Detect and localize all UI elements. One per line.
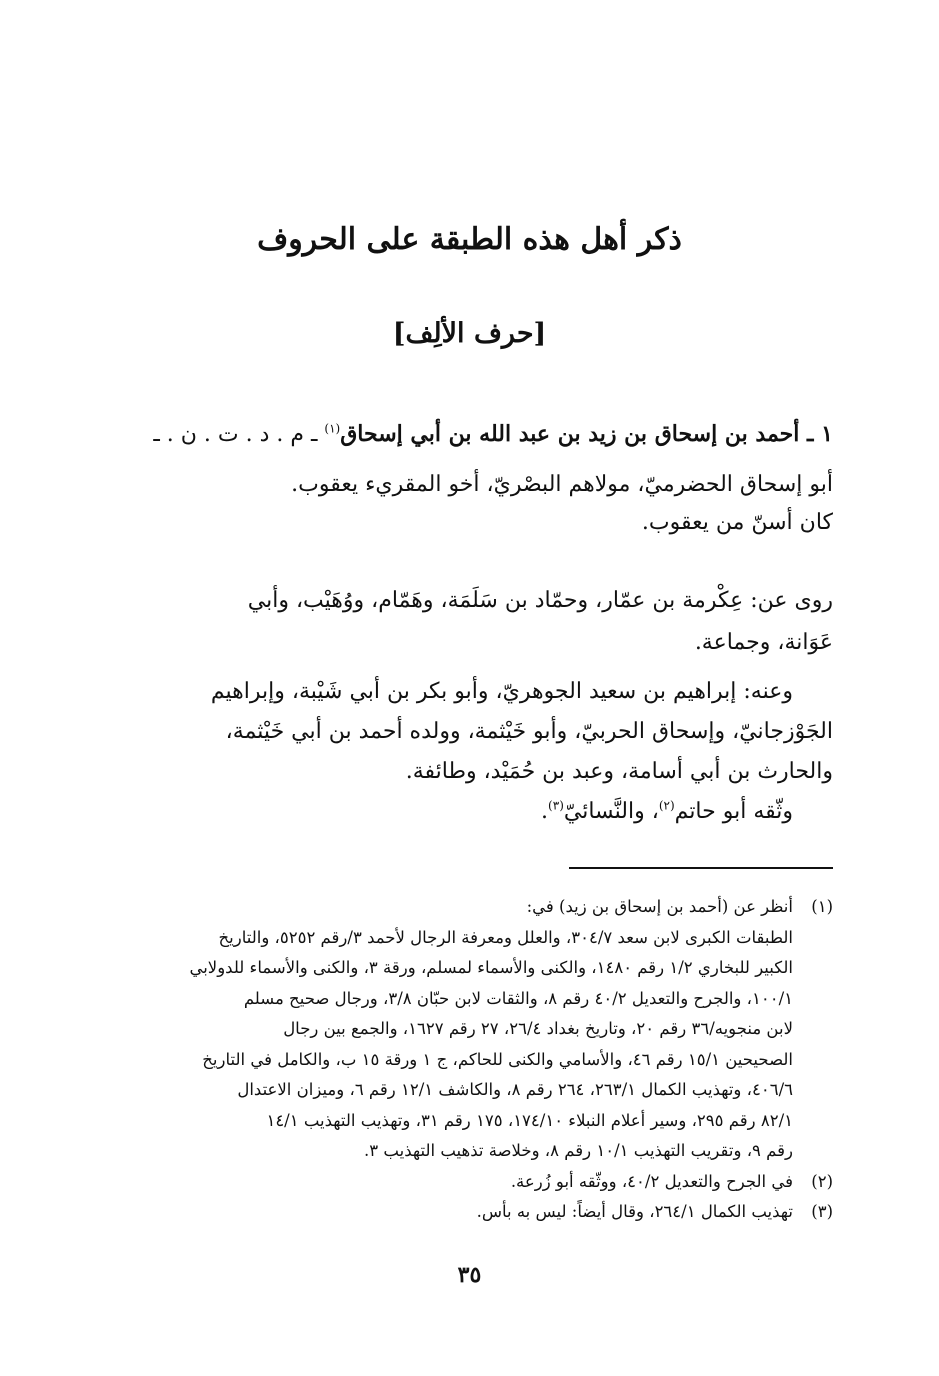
paragraph-line: روى عن: عِكْرمة بن عمّار، وحمّاد بن سَلَمَة، وهَمّام، ووُهَيْب، وأبي <box>247 588 833 613</box>
tawthiq-text: . <box>541 799 549 824</box>
footnote-line: في الجرح والتعديل ٤٠/٢، ووثّقه أبو زُرعة. <box>510 1171 793 1191</box>
footnote-1 <box>103 892 833 1167</box>
footnote-body <box>103 1197 793 1228</box>
paragraph-line: وعنه: إبراهيم بن سعيد الجوهريّ، وأبو بكر بن أبي شَيْبة، وإبراهيم <box>210 679 793 704</box>
footnote-line: الطبقات الكبرى لابن سعد ٣٠٤/٧، والعلل ومعرفة الرجال لأحمد ٣/رقم ٥٢٥٢، والتاريخ <box>218 927 793 947</box>
narrators-from-him-paragraph <box>103 672 833 832</box>
kunya-line: كان أسنّ من يعقوب. <box>641 510 833 535</box>
footnote-ref-3[interactable]: (٣) <box>548 798 564 813</box>
footnote-line: الصحيحين ١٥/١ رقم ٤٦، والأسامي والكنى للحاكم، ج ١ ورقة ١٥ ب، والكامل في التاريخ <box>202 1049 793 1069</box>
footnote-line: أنظر عن (أحمد بن إسحاق بن زيد) في: <box>526 897 793 916</box>
tawthiq-text: ، والنَّسائيّ <box>563 799 659 824</box>
footnote-body <box>103 1167 793 1198</box>
footnotes <box>103 892 833 1228</box>
paragraph-line: الجَوْزجانيّ، وإسحاق الحربيّ، وأبو خَيْثمة، وولده أحمد بن أبي خَيْثمة، <box>225 719 833 744</box>
page-number: ٣٥ <box>457 1262 482 1288</box>
footnote-divider <box>569 867 833 869</box>
footnote-marker: (٢) <box>811 1171 833 1191</box>
footnote-marker: (١) <box>811 897 833 916</box>
footnote-ref-2[interactable]: (٢) <box>658 798 675 813</box>
footnote-line: ١٠٠/١، والجرح والتعديل ٤٠/٢ رقم ٨، والثقات لابن حبّان ٣/٨، ورجال صحيح مسلم <box>243 988 793 1008</box>
entry-heading <box>103 414 833 455</box>
footnote-line: رقم ٩، وتقريب التهذيب ١٠/١ رقم ٨، وخلاصة تذهيب التهذيب ٣. <box>364 1141 793 1160</box>
entry-codes: ـ م . د . ت . ن . ـ <box>153 422 325 447</box>
footnote-line: الكبير للبخاري ١/٢ رقم ١٤٨٠، والكنى والأسماء لمسلم، ورقة ٣، والكنى والأسماء للدولابي <box>189 958 793 977</box>
tawthiq-text: وثّقه أبو حاتم <box>674 799 793 824</box>
footnote-ref-1[interactable]: (١) <box>324 421 341 436</box>
entry-number-name: ١ ـ أحمد بن إسحاق بن زيد بن عبد الله بن أبي إسحاق <box>340 421 833 447</box>
footnote-marker: (٣) <box>811 1202 833 1221</box>
paragraph-line: عَوَانة، وجماعة. <box>694 630 833 655</box>
footnote-line: ٤٠٦/٦، وتهذيب الكمال ٢٦٣/١، ٢٦٤ رقم ٨، والكاشف ١٢/١ رقم ٦، وميزان الاعتدال <box>237 1080 793 1099</box>
section-heading: [حرف الألِف] <box>392 318 547 349</box>
page-title: ذكر أهل هذه الطبقة على الحروف <box>257 222 682 257</box>
footnote-2 <box>103 1167 833 1198</box>
tawthiq-line <box>103 792 833 832</box>
footnote-line: تهذيب الكمال ٢٦٤/١، وقال أيضاً: ليس به بأس. <box>476 1202 793 1221</box>
footnote-3 <box>103 1197 833 1228</box>
paragraph-line: والحارث بن أبي أسامة، وعبد بن حُمَيْد، وطائفة. <box>405 759 833 784</box>
narrated-from-paragraph <box>103 580 833 664</box>
footnote-line: لابن منجويه/٣٦ رقم ٢٠، وتاريخ بغداد ٢٦/٤، ٢٧ رقم ١٦٢٧، والجمع بين رجال <box>283 1019 793 1038</box>
footnote-body <box>103 892 793 1167</box>
kunya-line: أبو إسحاق الحضرميّ، مولاهم البصْريّ، أخو المقريء يعقوب. <box>291 472 833 497</box>
entry-kunya <box>103 466 833 542</box>
footnote-line: ٨٢/١ رقم ٢٩٥، وسير أعلام النبلاء ١٧٤/١٠، ١٧٥ رقم ٣١، وتهذيب التهذيب ١٤/١ <box>266 1110 793 1130</box>
